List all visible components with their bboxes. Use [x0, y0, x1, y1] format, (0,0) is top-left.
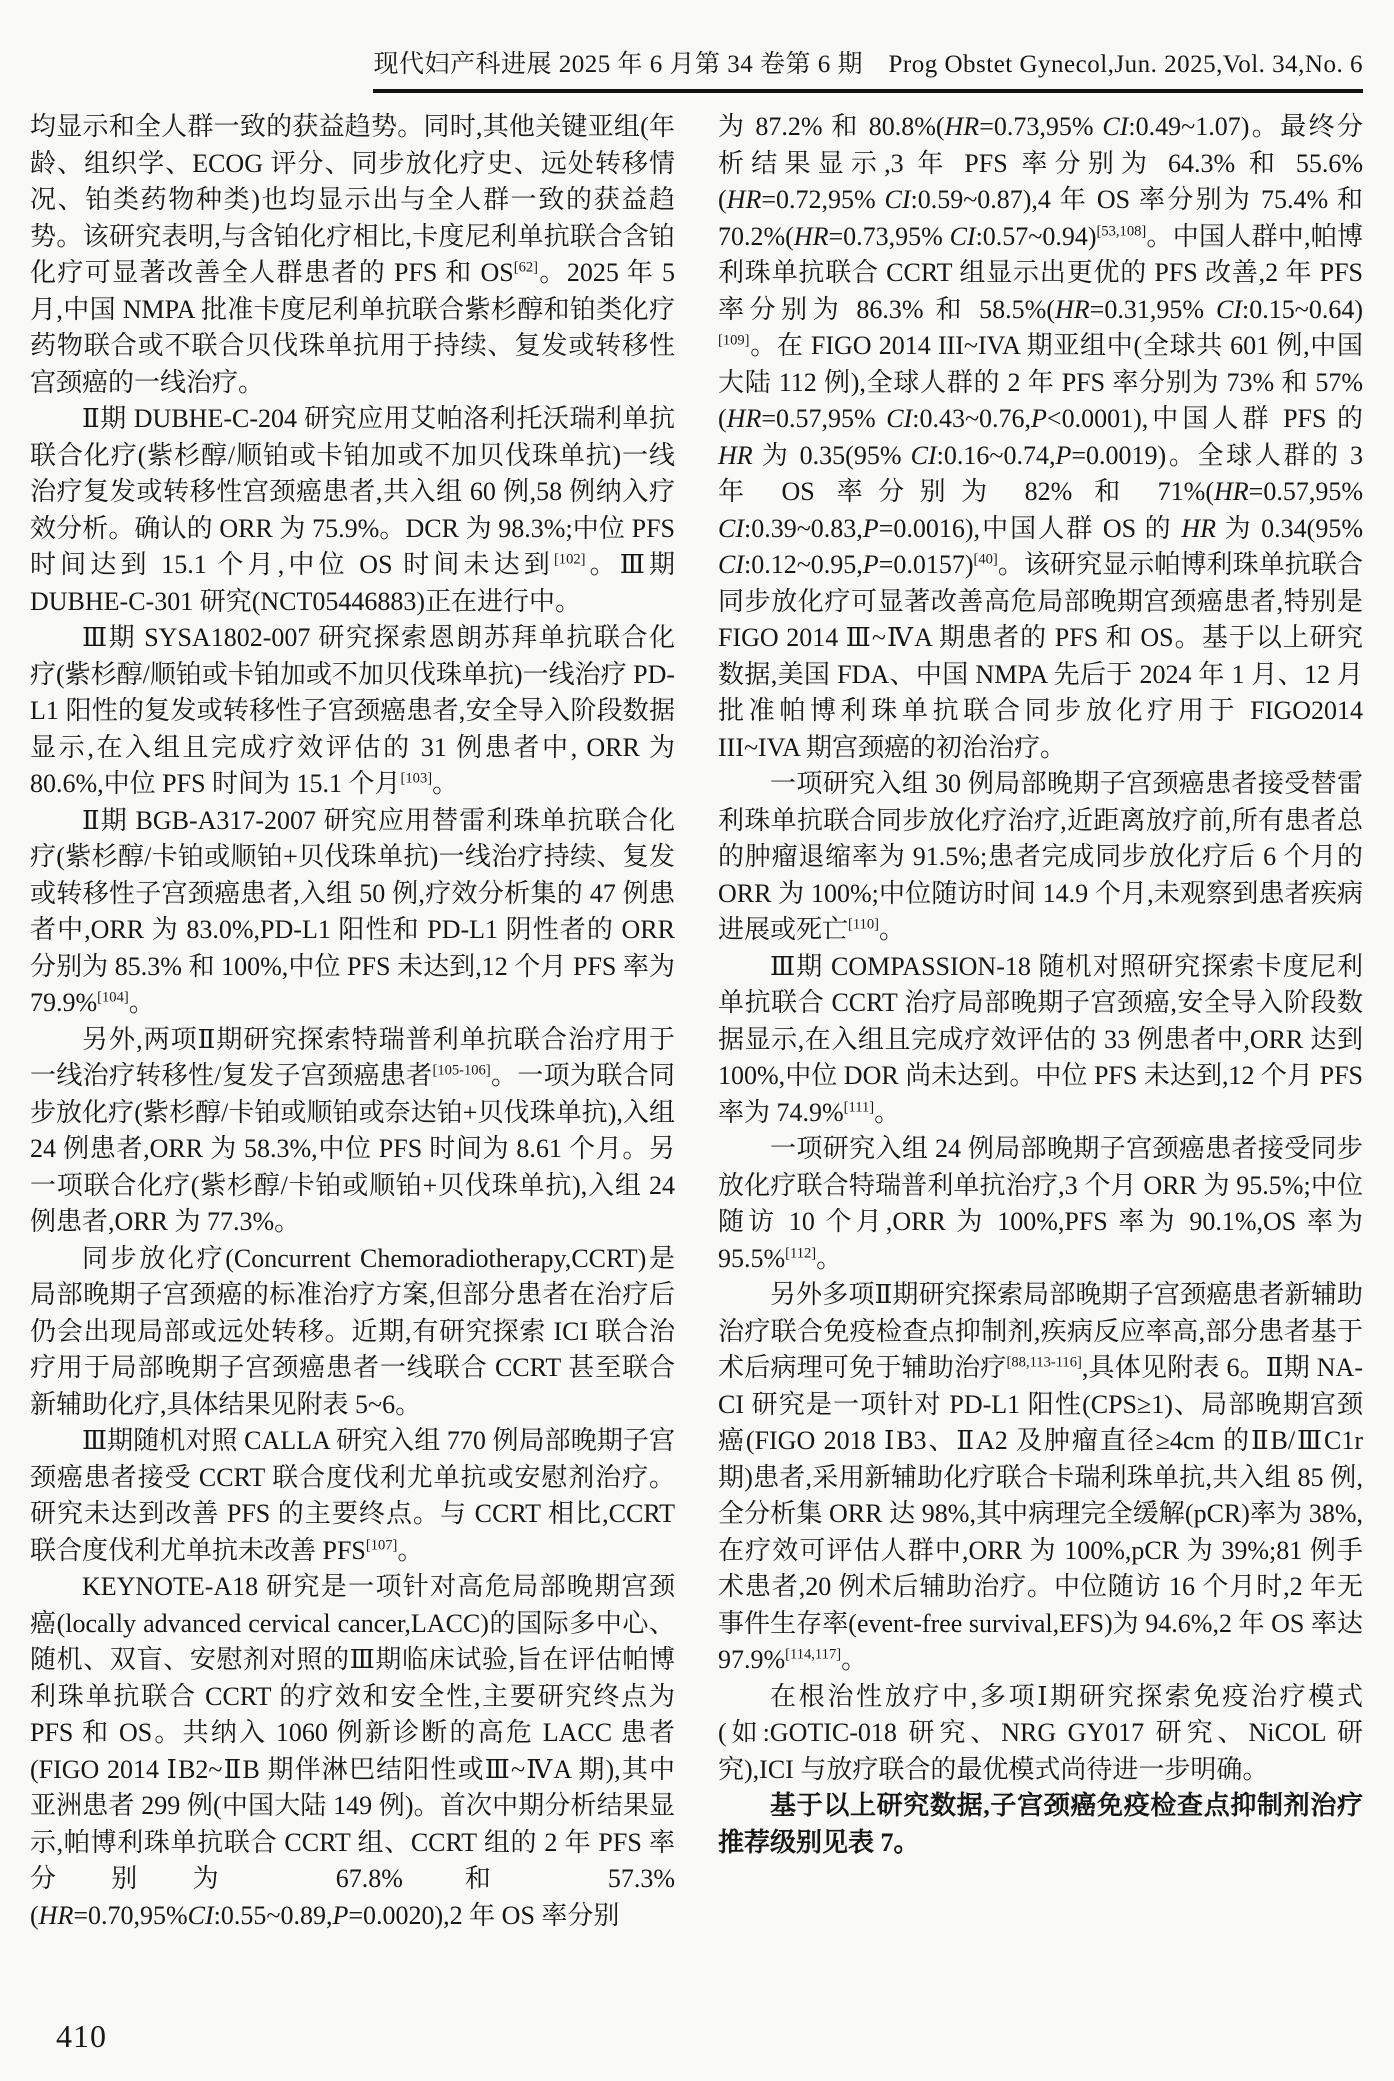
- text-run: 。: [874, 1097, 901, 1127]
- page-number: 410: [56, 2018, 107, 2054]
- paragraph: [718, 1131, 1363, 1277]
- paragraph: [30, 1241, 675, 1424]
- text-run: :0.57~0.94): [975, 221, 1097, 251]
- stat-symbol: CI: [949, 221, 976, 251]
- text-run: 。一项为联合同步放化疗(紫杉醇/卡铂或顺铂或奈达铂+贝伐珠单抗),入组 24 例患者,ORR 为 58.3%,中位 PFS 时间为 8.61 个月。另一项联合化疗(紫杉醇/卡铂或顺铂+贝伐珠单抗),入组 24 例患者,ORR 为 77.3%。: [30, 1061, 675, 1236]
- stat-symbol: CI: [718, 513, 744, 543]
- stat-symbol: HR: [1181, 513, 1216, 543]
- text-run: 。: [816, 1243, 843, 1273]
- stat-symbol: HR: [718, 440, 753, 470]
- paragraph: [30, 1569, 675, 1934]
- stat-symbol: CI: [1216, 294, 1243, 324]
- paragraph: [718, 1679, 1363, 1789]
- text-run: =0.0016),中国人群 OS 的: [878, 513, 1182, 543]
- stat-symbol: P: [1055, 440, 1072, 470]
- stat-symbol: HR: [1054, 294, 1090, 324]
- reference-superscript: [103]: [400, 770, 433, 787]
- text-run: 。: [397, 1535, 424, 1565]
- stat-symbol: HR: [1214, 477, 1249, 506]
- reference-superscript: [111]: [843, 1098, 875, 1115]
- paragraph: [30, 803, 675, 1022]
- stat-symbol: HR: [38, 1900, 74, 1930]
- text-run: :0.15~0.64): [1242, 294, 1363, 324]
- text-run: 。该研究显示帕博利珠单抗联合同步放化疗可显著改善高危局部晚期宫颈癌患者,特别是 FIGO 2014 Ⅲ~ⅣA 期患者的 PFS 和 OS。基于以上研究数据,美国 FDA、中国 NMPA 先后于 2024 年 1 月、12 月批准帕博利珠单抗联合同步放化疗用于 FIGO2014 III~IVA 期宫颈癌的初治治疗。: [718, 550, 1363, 762]
- stat-symbol: P: [332, 1900, 349, 1930]
- text-run: Ⅱ期 BGB-A317-2007 研究应用替雷利珠单抗联合化疗(紫杉醇/卡铂或顺铂+贝伐珠单抗)一线治疗持续、复发或转移性子宫颈癌患者,入组 50 例,疗效分析集的 47 例患者中,ORR 为 83.0%,PD-L1 阳性和 PD-L1 阴性者的 ORR 分别为 85.3% 和 100%,中位 PFS 未达到,12 个月 PFS 率为 79.9%: [30, 805, 675, 1017]
- stat-symbol: CI: [910, 440, 937, 470]
- reference-superscript: [40]: [973, 551, 998, 568]
- text-run: :0.12~0.95,: [744, 550, 863, 579]
- paragraph: [30, 1022, 675, 1241]
- text-run: 均显示和全人群一致的获益趋势。同时,其他关键亚组(年龄、组织学、ECOG 评分、同步放化疗史、远处转移情况、铂类药物种类)也均显示出与全人群一致的获益趋势。该研究表明,与含铂化疗相比,卡度尼利单抗联合含铂化疗可显著改善全人群患者的 PFS 和 OS: [30, 112, 675, 287]
- text-run: :0.39~0.83,: [744, 513, 863, 543]
- text-run: :0.16~0.74,: [936, 440, 1056, 470]
- stat-symbol: CI: [187, 1900, 214, 1930]
- paragraph: [718, 1788, 1363, 1861]
- reference-superscript: [112]: [785, 1244, 817, 1261]
- journal-header-text: 现代妇产科进展 2025 年 6 月第 34 卷第 6 期 Prog Obstet Gynecol,Jun. 2025,Vol. 34,No. 6: [373, 44, 1363, 93]
- reference-superscript: [105-106]: [432, 1062, 491, 1079]
- text-run: :0.59~0.87),4 年 OS 率分别为 75.4% 和 70.2%(: [718, 185, 1363, 251]
- text-run: 同步放化疗(Concurrent Chemoradiotherapy,CCRT)是局部晚期子宫颈癌的标准治疗方案,但部分患者在治疗后仍会出现局部或远处转移。近期,有研究探索 ICI 联合治疗用于局部晚期子宫颈癌患者一线联合 CCRT 甚至联合新辅助化疗,具体结果见附表 5~6。: [30, 1243, 675, 1419]
- text-run: :0.55~0.89,: [213, 1900, 333, 1930]
- text-run: 。在 FIGO 2014 III~IVA 期亚组中(全球共 601 例,中国大陆 112 例),全球人群的 2 年 PFS 率分别为 73% 和 57%(: [718, 331, 1363, 433]
- reference-superscript: [53,108]: [1096, 222, 1147, 239]
- left-column: [30, 109, 675, 1934]
- text-run: =0.73,95%: [979, 112, 1103, 141]
- text-run: 。Ⅲ期 DUBHE-C-301 研究(NCT05446883)正在进行中。: [30, 550, 675, 616]
- text-run: ,具体见附表 6。Ⅱ期 NA-CI 研究是一项针对 PD-L1 阳性(CPS≥1)、局部晚期宫颈癌(FIGO 2018 ⅠB3、ⅡA2 及肿瘤直径≥4cm 的ⅡB/ⅢC1r 期)患者,采用新辅助化疗联合卡瑞利珠单抗,共入组 85 例,全分析集 ORR 达 98%,其中病理完全缓解(pCR)率为 38%,在疗效可评估人群中,ORR 为 100%,pCR 为 39%;81 例手术患者,20 例术后辅助治疗。中位随访 16 个月时,2 年无事件生存率(event-free survival,EFS)为 94.6%,2 年 OS 率达 97.9%: [718, 1353, 1363, 1674]
- text-run: 另外多项Ⅱ期研究探索局部晚期子宫颈癌患者新辅助治疗联合免疫检查点抑制剂,疾病反应率高,部分患者基于术后病理可免于辅助治疗: [718, 1280, 1363, 1382]
- text-run: 另外,两项Ⅱ期研究探索特瑞普利单抗联合治疗用于一线治疗转移性/复发子宫颈癌患者: [30, 1024, 675, 1090]
- text-run: 。: [841, 1645, 868, 1674]
- stat-symbol: P: [1031, 404, 1047, 433]
- reference-superscript: [107]: [365, 1536, 398, 1553]
- text-run: 基于以上研究数据,子宫颈癌免疫检查点抑制剂治疗推荐级别见表 7。: [718, 1791, 1363, 1857]
- paragraph: [30, 1423, 675, 1569]
- stat-symbol: CI: [1102, 112, 1129, 141]
- stat-symbol: HR: [726, 185, 762, 214]
- stat-symbol: P: [862, 513, 879, 543]
- page-header: [30, 44, 1363, 93]
- text-run: 为 87.2% 和 80.8%(: [718, 112, 945, 141]
- paragraph: [30, 401, 675, 620]
- reference-superscript: [88,113-116]: [1006, 1354, 1082, 1371]
- reference-superscript: [62]: [513, 259, 539, 276]
- stat-symbol: HR: [944, 112, 980, 141]
- text-run: 一项研究入组 24 例局部晚期子宫颈癌患者接受同步放化疗联合特瑞普利单抗治疗,3 个月 ORR 为 95.5%;中位随访 10 个月,ORR 为 100%,PFS 率为 90.1%,OS 率为 95.5%: [718, 1134, 1363, 1273]
- text-run: =0.57,95%: [1248, 477, 1363, 506]
- article-body: [30, 109, 1363, 1934]
- stat-symbol: CI: [884, 185, 911, 214]
- stat-symbol: HR: [793, 221, 829, 251]
- reference-superscript: [109]: [718, 332, 750, 349]
- paragraph: [718, 949, 1363, 1132]
- text-run: Ⅲ期 SYSA1802-007 研究探索恩朗苏拜单抗联合化疗(紫杉醇/顺铂或卡铂加或不加贝伐珠单抗)一线治疗 PD-L1 阳性的复发或转移性子宫颈癌患者,安全导入阶段数据显示,在入组且完成疗效评估的 31 例患者中, ORR 为 80.6%,中位 PFS 时间为 15.1 个月: [30, 623, 675, 798]
- text-run: =0.70,95%: [73, 1900, 188, 1930]
- text-run: :0.43~0.76,: [912, 404, 1032, 433]
- text-run: =0.57,95%: [761, 404, 887, 433]
- text-run: 。中国人群中,帕博利珠单抗联合 CCRT 组显示出更优的 PFS 改善,2 年 PFS 率分别为 86.3% 和 58.5%(: [718, 221, 1363, 324]
- text-run: =0.0020),2 年 OS 率分别: [348, 1900, 620, 1930]
- stat-symbol: P: [862, 550, 879, 579]
- text-run: 。: [878, 915, 905, 944]
- text-run: 为 0.35(95%: [752, 440, 911, 470]
- paragraph: [718, 1277, 1363, 1679]
- text-run: 。2025 年 5 月,中国 NMPA 批准卡度尼利单抗联合紫杉醇和铂类化疗药物联合或不联合贝伐珠单抗用于持续、复发或转移性宫颈癌的一线治疗。: [30, 258, 675, 397]
- text-run: 。: [128, 988, 155, 1017]
- stat-symbol: CI: [718, 550, 744, 579]
- paragraph: [718, 766, 1363, 949]
- text-run: Ⅲ期随机对照 CALLA 研究入组 770 例局部晚期子宫颈癌患者接受 CCRT 联合度伐利尤单抗或安慰剂治疗。研究未达到改善 PFS 的主要终点。与 CCRT 相比,CCRT 联合度伐利尤单抗未改善 PFS: [30, 1426, 675, 1565]
- text-run: <0.0001),中国人群 PFS 的: [1046, 404, 1364, 433]
- reference-superscript: [114,117]: [785, 1646, 842, 1663]
- reference-superscript: [110]: [848, 916, 879, 933]
- text-run: 在根治性放疗中,多项Ⅰ期研究探索免疫治疗模式(如:GOTIC-018 研究、NRG GY017 研究、NiCOL 研究),ICI 与放疗联合的最优模式尚待进一步明确。: [718, 1681, 1363, 1784]
- paragraph: [30, 620, 675, 803]
- text-run: Ⅲ期 COMPASSION-18 随机对照研究探索卡度尼利单抗联合 CCRT 治疗局部晚期子宫颈癌,安全导入阶段数据显示,在入组且完成疗效评估的 33 例患者中,ORR 达到 100%,中位 DOR 尚未达到。中位 PFS 未达到,12 个月 PFS 率为 74.9%: [718, 951, 1363, 1127]
- right-column: [718, 109, 1363, 1934]
- text-run: :0.49~1.07)。最终分析结果显示,3 年 PFS 率分别为 64.3% 和 55.6%(: [718, 112, 1363, 214]
- text-run: 为 0.34(95%: [1215, 513, 1363, 543]
- paragraph: [718, 109, 1363, 766]
- text-run: 一项研究入组 30 例局部晚期子宫颈癌患者接受替雷利珠单抗联合同步放化疗治疗,近距离放疗前,所有患者总的肿瘤退缩率为 91.5%;患者完成同步放化疗后 6 个月的 ORR 为 100%;中位随访时间 14.9 个月,未观察到患者疾病进展或死亡: [718, 769, 1363, 944]
- stat-symbol: HR: [726, 404, 762, 433]
- text-run: Ⅱ期 DUBHE-C-204 研究应用艾帕洛利托沃瑞利单抗联合化疗(紫杉醇/顺铂或卡铂加或不加贝伐珠单抗)一线治疗复发或转移性宫颈癌患者,共入组 60 例,58 例纳入疗效分析。确认的 ORR 为 75.9%。DCR 为 98.3%;中位 PFS 时间达到 15.1 个月,中位 OS 时间未达到: [30, 404, 675, 579]
- text-run: =0.73,95%: [828, 221, 950, 251]
- text-run: =0.0019)。全球人群的 3 年 OS 率分别为 82% 和 71%(: [718, 440, 1363, 506]
- text-run: =0.31,95%: [1089, 294, 1217, 324]
- text-run: KEYNOTE-A18 研究是一项针对高危局部晚期宫颈癌(locally advanced cervical cancer,LACC)的国际多中心、随机、双盲、安慰剂对照的Ⅲ期临床试验,旨在评估帕博利珠单抗联合 CCRT 的疗效和安全性,主要研究终点为 PFS 和 OS。共纳入 1060 例新诊断的高危 LACC 患者(FIGO 2014 ⅠB2~ⅡB 期伴淋巴结阳性或Ⅲ~ⅣA 期),其中亚洲患者 299 例(中国大陆 149 例)。首次中期分析结果显示,帕博利珠单抗联合 CCRT 组、CCRT 组的 2 年 PFS 率分别为 67.8% 和 57.3%(: [30, 1572, 675, 1930]
- text-run: =0.72,95%: [761, 185, 885, 214]
- text-run: =0.0157): [878, 550, 974, 579]
- reference-superscript: [102]: [553, 551, 586, 568]
- reference-superscript: [104]: [97, 989, 129, 1006]
- stat-symbol: CI: [886, 404, 913, 433]
- text-run: 。: [432, 769, 459, 798]
- paragraph: [30, 109, 675, 401]
